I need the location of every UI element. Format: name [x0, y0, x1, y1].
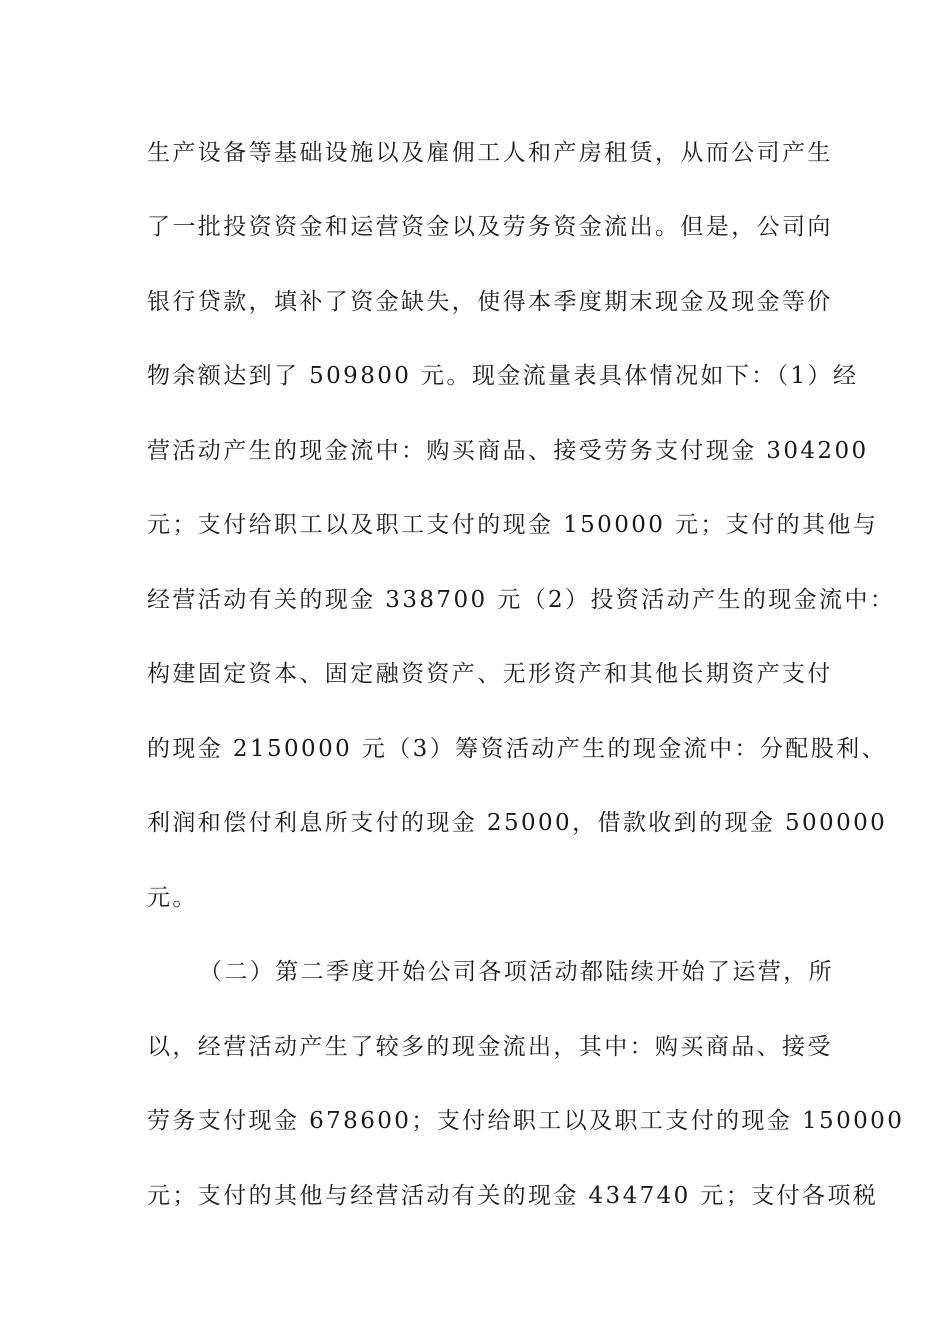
text-line: 利润和偿付利息所支付的现金 25000，借款收到的现金 500000 — [147, 810, 888, 836]
paragraph-start-line: （二）第二季度开始公司各项活动都陆续开始了运营，所 — [199, 959, 834, 985]
text-line: 生产设备等基础设施以及雇佣工人和产房租赁，从而公司产生 — [147, 140, 833, 166]
text-line: 银行贷款，填补了资金缺失，使得本季度期末现金及现金等价 — [147, 289, 833, 315]
text-line: 元；支付的其他与经营活动有关的现金 434740 元；支付各项税 — [147, 1183, 879, 1209]
text-line: 营活动产生的现金流中：购买商品、接受劳务支付现金 304200 — [147, 438, 869, 464]
text-line: 元。 — [147, 885, 198, 911]
text-line: 劳务支付现金 678600；支付给职工以及职工支付的现金 150000 — [147, 1108, 905, 1134]
text-line: 的现金 2150000 元（3）筹资活动产生的现金流中：分配股利、 — [147, 736, 887, 762]
text-line: 以，经营活动产生了较多的现金流出，其中：购买商品、接受 — [147, 1034, 833, 1060]
text-line: 元；支付给职工以及职工支付的现金 150000 元；支付的其他与 — [147, 512, 879, 538]
text-line: 了一批投资资金和运营资金以及劳务资金流出。但是，公司向 — [147, 214, 833, 240]
text-line: 物余额达到了 509800 元。现金流量表具体情况如下：（1）经 — [147, 363, 859, 389]
text-line: 构建固定资本、固定融资资产、无形资产和其他长期资产支付 — [147, 661, 833, 687]
text-line: 经营活动有关的现金 338700 元（2）投资活动产生的现金流中： — [147, 587, 896, 613]
